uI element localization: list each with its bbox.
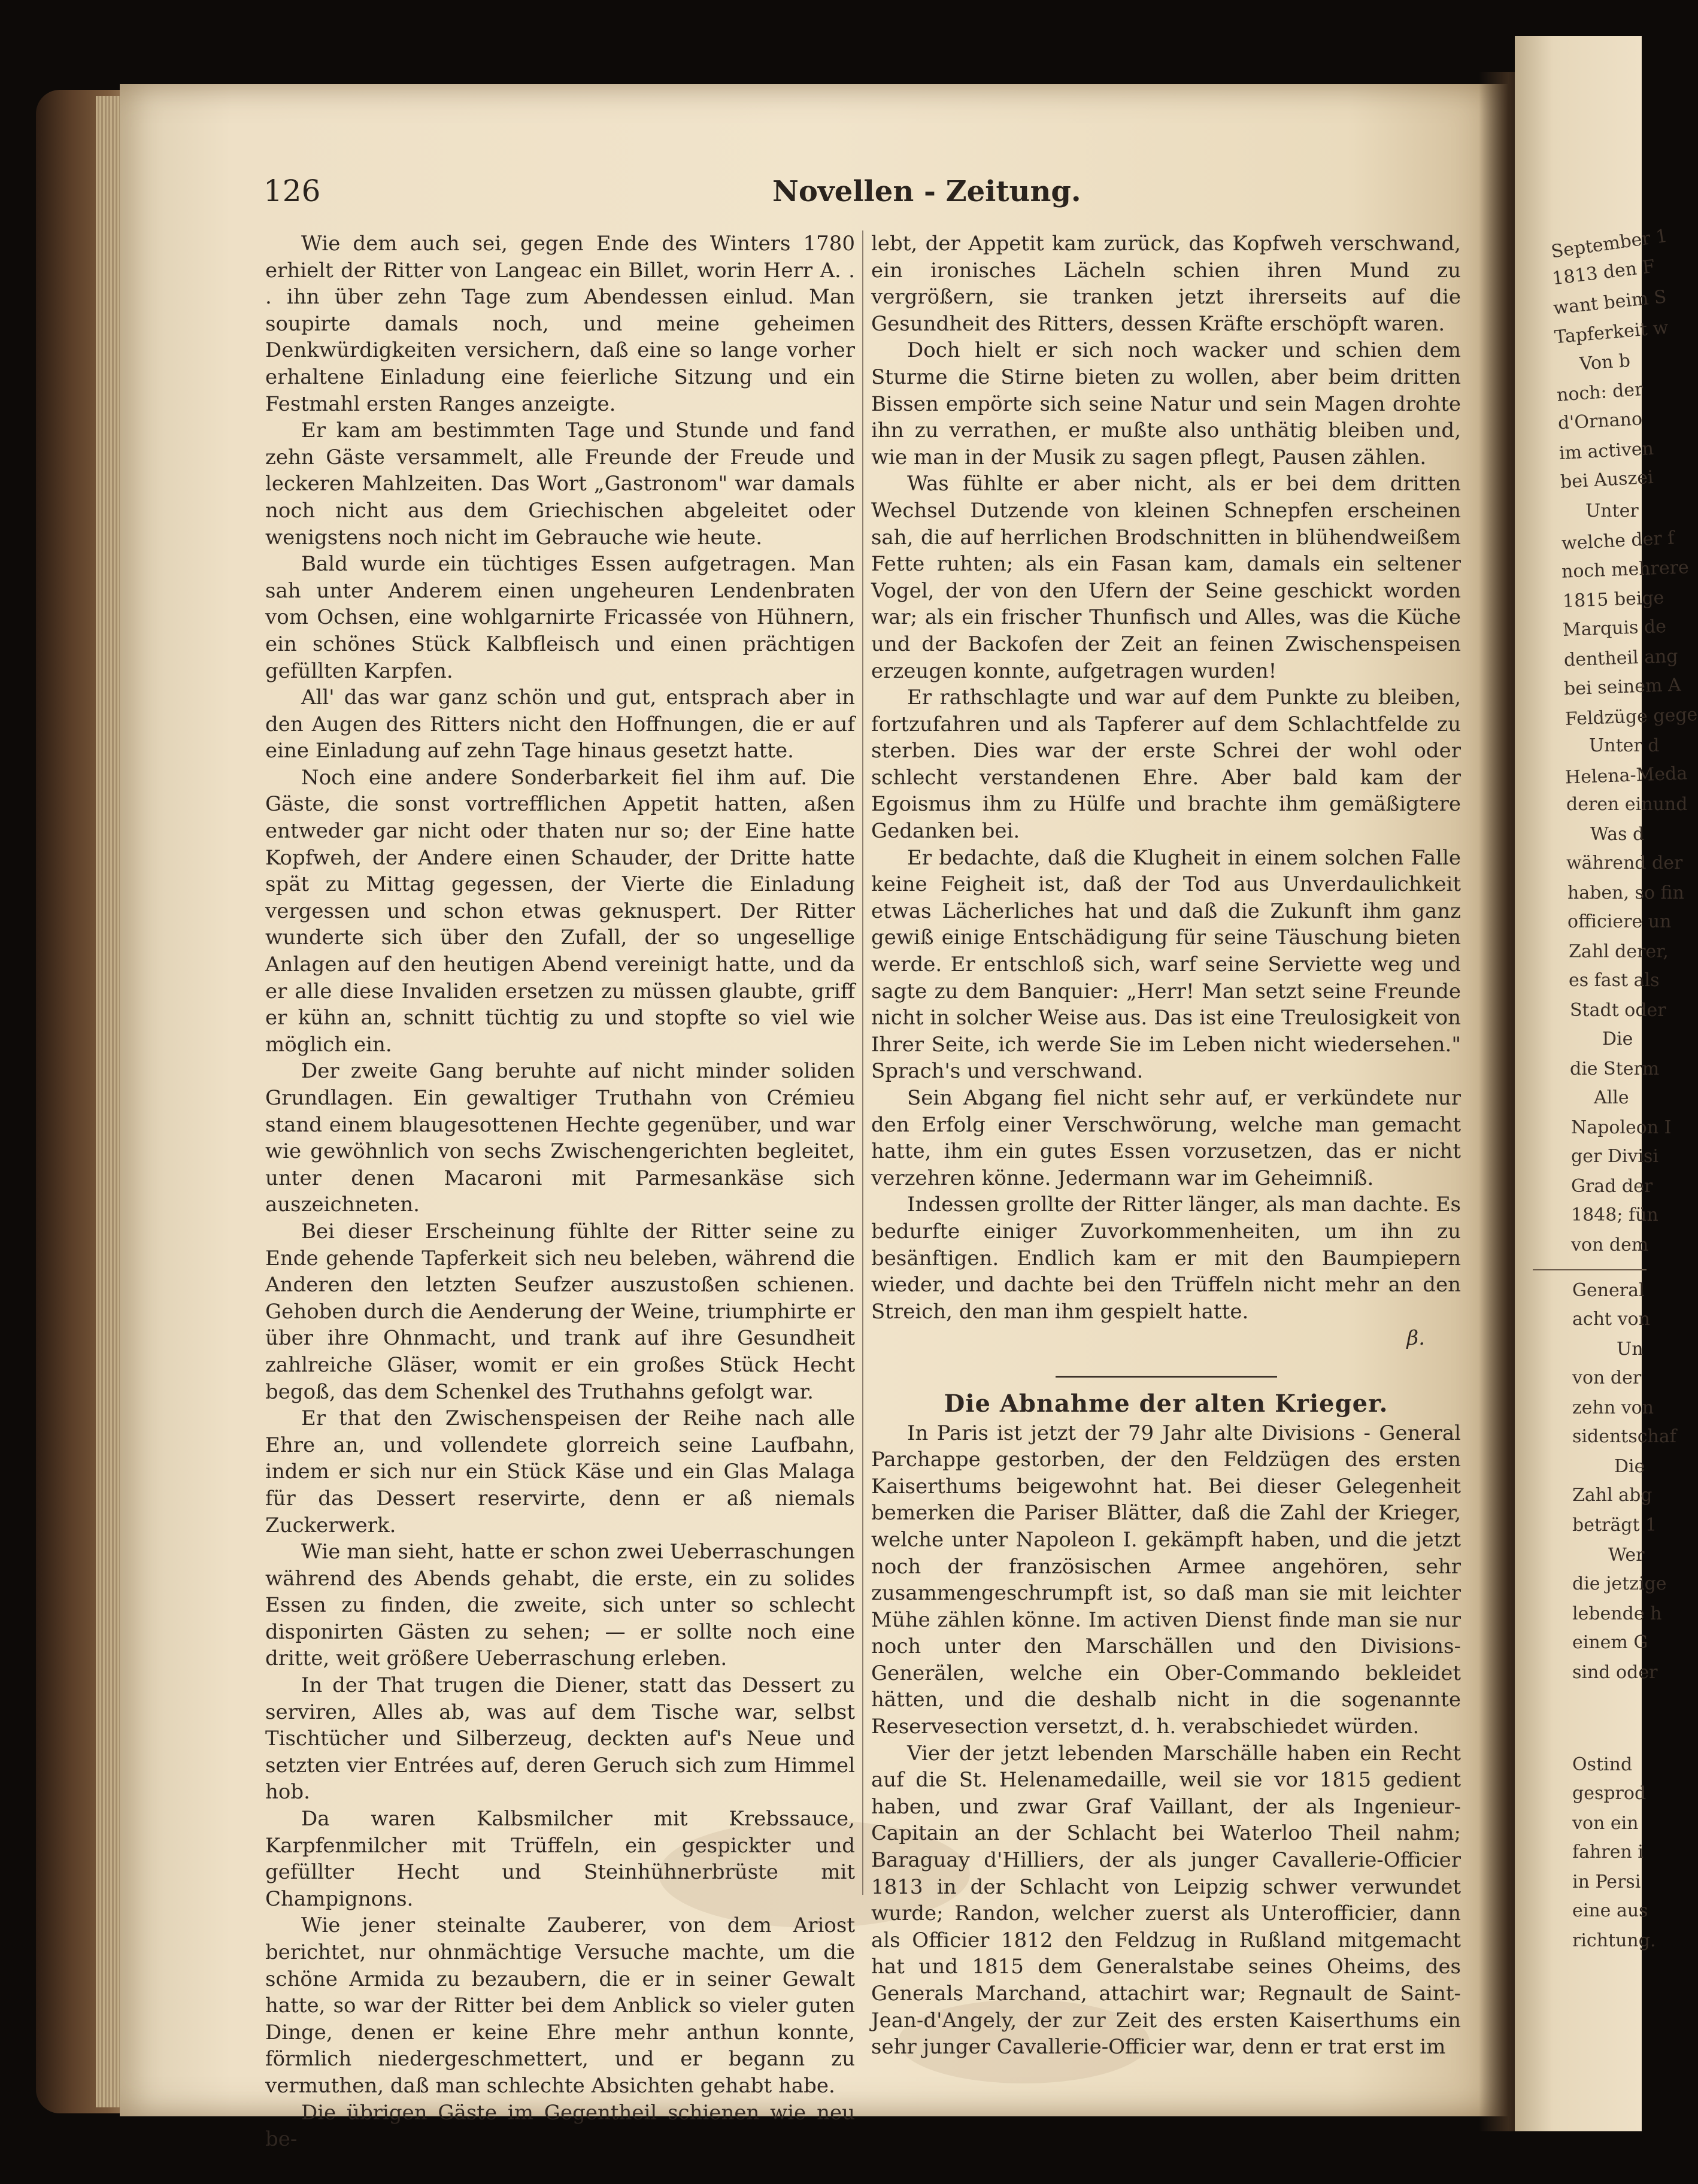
next-page-fragment: want beim S bbox=[1552, 286, 1667, 319]
next-page-fragment: Wer bbox=[1608, 1545, 1645, 1566]
next-page-fragment: Unter bbox=[1585, 500, 1639, 521]
section-divider-rule bbox=[1056, 1376, 1277, 1378]
paragraph: Wie dem auch sei, gegen Ende des Winters 1780 erhielt der Ritter von Langeac ein Billet, worin Herr A. . . ihn über zehn Tage zum Abendessen einlud. Man soupirte damals noch, und meine geheimen Denkwürdigkeiten versichern, daß eine so lange vorher erhaltene Einladung eine feierliche Sitzung und ein Festmahl ersten Ranges anzeigte. bbox=[265, 232, 855, 416]
paragraph: Noch eine andere Sonderbarkeit fiel ihm auf. Die Gäste, die sonst vortrefflichen Appetit hatten, aßen entweder gar nicht oder thaten nur so; der Eine hatte Kopfweh, der Andere einen Schauder, der Dritte hatte spät zu Mittag gegessen, der Vierte die Einladung vergessen und schon etwas geknuspert. Der Ritter wunderte sich über den Zufall, der so ungesellige Anlagen auf den heutigen Abend vereinigt hatte, und da er alle diese Invaliden ersetzen zu müssen glaubte, griff er kühn an, schnitt tüchtig zu und stopfte so viel wie möglich ein. bbox=[265, 765, 855, 1057]
paragraph: Da waren Kalbsmilcher mit Krebssauce, Karpfenmilcher mit Trüffeln, ein gespickter und gefüllter Hecht und Steinhühnerbrüste mit Champignons. bbox=[265, 1807, 855, 1911]
next-page-fragment: Napoleon I bbox=[1571, 1117, 1672, 1138]
next-page-fragment: Alle bbox=[1594, 1087, 1629, 1108]
next-page-fragment: von ein bbox=[1572, 1813, 1639, 1834]
paragraph: lebt, der Appetit kam zurück, das Kopfweh verschwand, ein ironisches Lächeln schien ihren Mund zu vergrößern, sie tranken jetzt ihrerseits auf die Gesundheit des Ritters, dessen Kräfte erschöpft waren. bbox=[871, 232, 1461, 336]
author-signature: β. bbox=[1406, 1326, 1425, 1351]
next-page-fragment: bei Auszei bbox=[1560, 466, 1654, 493]
next-page-fragment: September 1 bbox=[1550, 225, 1669, 263]
next-page-fragment: Die bbox=[1602, 1029, 1633, 1049]
next-page-rule bbox=[1533, 1269, 1647, 1270]
paragraph: Bald wurde ein tüchtiges Essen aufgetragen. Man sah unter Anderem einen ungeheuren Lendenbraten vom Ochsen, eine wohlgarnirte Fricassée von Hühnern, ein schönes Stück Kalbfleisch und einen prächtigen gefüllten Karpfen. bbox=[265, 552, 855, 683]
next-page-fragment: beträgt 1 bbox=[1572, 1515, 1657, 1536]
next-page-fragment: eine aus bbox=[1572, 1900, 1648, 1921]
next-page-fragment: Von b bbox=[1578, 350, 1632, 375]
paragraph: Was fühlte er aber nicht, als er bei dem dritten Wechsel Dutzende von kleinen Schnepfen erscheinen sah, die auf herrlichen Brodschnitten in blühendweißem Fette ruhten; als ein Fasan kam, damals ein seltener Vogel, der von den Ufern der Seine geschickt worden war; als ein frischer Thunfisch und Alles, was die Küche und der Backofen der Zeit an feinen Zwischenspeisen erzeugen konnte, aufgetragen wurden! bbox=[871, 472, 1461, 683]
next-page-fragment: Zahl derer, bbox=[1569, 941, 1669, 962]
next-page-fragment: dentheil ang bbox=[1563, 645, 1679, 671]
next-page-fragment: 1815 beige bbox=[1562, 587, 1664, 612]
next-page-fragment: officiere un bbox=[1567, 911, 1672, 932]
next-page-fragment: einem G bbox=[1572, 1632, 1648, 1653]
next-page-fragment: es fast als bbox=[1569, 970, 1660, 991]
next-page-fragment: während der bbox=[1566, 853, 1683, 873]
paragraph: Doch hielt er sich noch wacker und schien dem Sturme die Stirne bieten zu wollen, aber beim dritten Bissen empörte sich seine Natur und sein Magen drohte ihn zu verrathen, er mußte also unthätig bleiben und, wie man in der Musik zu sagen pflegt, Pausen zählen. bbox=[871, 338, 1461, 469]
section-heading: Die Abnahme der alten Krieger. bbox=[944, 1389, 1388, 1418]
paragraph: All' das war ganz schön und gut, entsprach aber in den Augen des Ritters nicht den Hoffnungen, die er auf eine Einladung auf zehn Tage hinaus gesetzt hatte. bbox=[265, 685, 855, 763]
next-page-fragment: gesprod bbox=[1572, 1783, 1647, 1804]
next-page-fragment: haben, so fin bbox=[1567, 882, 1684, 903]
next-page-fragment: lebende h bbox=[1572, 1603, 1662, 1624]
paragraph: Vier der jetzt lebenden Marschälle haben ein Recht auf die St. Helenamedaille, weil sie vor 1815 gedient haben, und zwar Graf Vaillant, der als Ingenieur-Capitain an der Schlacht bei Waterloo Theil nahm; Baraguay d'Hilliers, der als junger Cavallerie-Officier 1813 in der Schlacht von Leipzig schwer verwundet wurde; Randon, welcher zuerst als Unterofficier, dann als Officier 1812 den Feldzug in Rußland mitgemacht hat und 1815 dem Generalstabe seines Oheims, des Generals Marchand, attachirt war; Regnault de Saint-Jean-d'Angely, der zur Zeit des ersten Kaiserthums ein sehr junger Cavallerie-Officier war, denn er trat erst im bbox=[871, 1741, 1461, 2059]
paragraph: Der zweite Gang beruhte auf nicht minder soliden Grundlagen. Ein gewaltiger Truthahn von Crémieu stand einem blaugesottenen Hechte gegenüber, und war wie gewöhnlich von sechs Zwischengerichten begleitet, unter denen Macaroni mit Parmesankäse sich auszeichneten. bbox=[265, 1059, 855, 1217]
next-page-fragment: Die bbox=[1614, 1456, 1645, 1477]
next-page-fragment: richtung. bbox=[1572, 1930, 1656, 1951]
next-page-fragment: welche der f bbox=[1561, 527, 1675, 554]
next-page-fragment: Feldzüge gege bbox=[1564, 704, 1698, 730]
running-title: Novellen - Zeitung. bbox=[772, 175, 1081, 208]
next-page-fragment: deren einund bbox=[1566, 794, 1688, 815]
next-page-fragment: bei seinem A bbox=[1563, 674, 1682, 700]
next-page-fragment: im activen bbox=[1558, 438, 1654, 465]
next-page-fragment: noch: der bbox=[1556, 379, 1644, 406]
next-page-fragment: sidentschaf bbox=[1572, 1426, 1676, 1447]
next-page-fragment: Tapferkeit w bbox=[1553, 317, 1669, 348]
next-page-fragment: ger Divisi bbox=[1571, 1146, 1659, 1167]
next-page-fragment: von der bbox=[1572, 1367, 1642, 1388]
next-page-fragment: d'Ornano bbox=[1557, 408, 1643, 434]
paragraph: Er bedachte, daß die Klugheit in einem solchen Falle keine Feigheit ist, daß der Tod aus Unverdaulichkeit etwas Lächerliches hat und daß die Zukunft ihm ganz gewiß einige Entschädigung für seine Täuschung bieten werde. Er entschloß sich, warf seine Serviette weg und sagte zu dem Banquier: „Herr! Man setzt seine Freunde nicht in solcher Weise aus. Das ist eine Treulosigkeit von Ihrer Seite, ich werde Sie im Leben nicht wiedersehen." Sprach's und verschwand. bbox=[871, 845, 1461, 1084]
next-page-fragment: Grad der bbox=[1571, 1176, 1653, 1197]
next-page-fragment: zehn von bbox=[1572, 1397, 1654, 1418]
paragraph: Er rathschlagte und war auf dem Punkte zu bleiben, fortzufahren und als Tapferer auf dem Schlachtfelde zu sterben. Dies war der erste Schrei der wohl oder schlecht verstandenen Ehre. Aber bald kam der Egoismus ihm zu Hülfe und brachte ihm gemäßigtere Gedanken bei. bbox=[871, 685, 1461, 844]
next-page-fragment: Marquis de bbox=[1562, 615, 1667, 641]
left-column bbox=[265, 230, 855, 2153]
next-page-fragment: Unter d bbox=[1589, 735, 1660, 756]
page-number: 126 bbox=[263, 174, 321, 208]
next-page-fragment: sind oder bbox=[1572, 1662, 1658, 1683]
paragraph: Er that den Zwischenspeisen der Reihe nach alle Ehre an, und vollendete glorreich seine Laufbahn, indem er sich nur ein Stück Käse und ein Glas Malaga für das Dessert reservirte, denn er aß niemals Zuckerwerk. bbox=[265, 1406, 855, 1537]
next-page-fragment: General bbox=[1572, 1280, 1645, 1301]
next-page-fragment: Un bbox=[1617, 1339, 1644, 1360]
next-page-fragment: von dem bbox=[1571, 1234, 1649, 1255]
paragraph: Er kam am bestimmten Tage und Stunde und fand zehn Gäste versammelt, alle Freunde der Freude und leckeren Mahlzeiten. Das Wort „Gastronom" war damals noch nicht aus dem Griechischen abgeleitet oder wenigstens noch nicht im Gebrauche wie heute. bbox=[265, 418, 855, 550]
next-page-fragment: 1848; fün bbox=[1571, 1205, 1658, 1226]
next-page-fragment: 1813 den F bbox=[1551, 256, 1657, 290]
paragraph: Indessen grollte der Ritter länger, als man dachte. Es bedurfte einiger Zuvorkommenheiten, um ihn zu besänftigen. Endlich kam er mit den Baumpiepern wieder, und dachte bei den Trüffeln nicht mehr an den Streich, den man ihm gespielt hatte. bbox=[871, 1193, 1461, 1324]
paragraph: Sein Abgang fiel nicht sehr auf, er verkündete nur den Erfolg einer Verschwörung, welche man gemacht hatte, ihm ein gutes Essen vorzusetzen, das er nicht verzehren könne. Jedermann war im Geheimniß. bbox=[871, 1086, 1461, 1190]
paragraph: In Paris ist jetzt der 79 Jahr alte Divisions - General Parchappe gestorben, der den Feldzügen des ersten Kaiserthums beigewohnt hat. Bei dieser Gelegenheit bemerken die Pariser Blätter, daß die Zahl der Krieger, welche unter Napoleon I. gekämpft haben, und die jetzt noch der französischen Armee angehören, sehr zusammengeschrumpft ist, so daß man sie mit leichter Mühe zählen könne. Im activen Dienst finde man sie nur noch unter den Marschällen und den Divisions-Generälen, welche ein Ober-Commando bekleidet hätten, und die deshalb nicht in die sogenannte Reservesection versetzt, d. h. verabschiedet würden. bbox=[871, 1421, 1461, 1739]
next-page-fragment: noch mehrere bbox=[1561, 557, 1690, 583]
next-page-fragment: Ostind bbox=[1572, 1754, 1633, 1775]
next-page-fragment: fahren i bbox=[1572, 1842, 1644, 1863]
paragraph: Wie jener steinalte Zauberer, von dem Ariost berichtet, nur ohnmächtige Versuche machte, um die schöne Armida zu bezaubern, die er in seiner Gewalt hatte, so war der Ritter bei dem Anblick so vieler guten Dinge, denen er keine Ehre mehr anthun konnte, förmlich niedergeschmettert, und er begann zu vermuthen, daß man schlechte Absichten gehabt habe. bbox=[265, 1913, 855, 2098]
paragraph: Die übrigen Gäste im Gegentheil schienen wie neu be- bbox=[265, 2100, 855, 2152]
column-divider bbox=[862, 230, 863, 1895]
paragraph: In der That trugen die Diener, statt das Dessert zu serviren, Alles ab, was auf dem Tische war, selbst Tischtücher und Silberzeug, deckten auf's Neue und setzten vier Entrées auf, deren Geruch sich zum Himmel hob. bbox=[265, 1673, 855, 1804]
paragraph: Bei dieser Erscheinung fühlte der Ritter seine zu Ende gehende Tapferkeit sich neu beleben, während die Anderen den letzten Seufzer auszustoßen schienen. Gehoben durch die Aenderung der Weine, triumphirte er über ihre Ohnmacht, und trank auf ihre Gesundheit zahlreiche Gläser, womit er ein großes Stück Hecht begoß, das dem Schenkel des Truthahns gefolgt war. bbox=[265, 1219, 855, 1404]
paragraph: Wie man sieht, hatte er schon zwei Ueberraschungen während des Abends gehabt, die erste, ein zu solides Essen zu finden, die zweite, sich unter so schlecht disponirten Gästen zu sehen; — er sollte noch eine dritte, weit größere Ueberraschung erleben. bbox=[265, 1540, 855, 1671]
next-page-edge bbox=[1515, 36, 1698, 2131]
right-column bbox=[871, 230, 1461, 2061]
next-page-fragment: Stadt oder bbox=[1570, 1000, 1666, 1021]
next-page-fragment: Helena-Meda bbox=[1564, 763, 1688, 788]
next-page-fragment: die jetzige bbox=[1572, 1573, 1667, 1594]
next-page-fragment: acht von bbox=[1572, 1309, 1650, 1330]
next-page-fragment: in Persi bbox=[1572, 1871, 1641, 1892]
next-page-fragment: Was d bbox=[1590, 824, 1645, 845]
next-page-fragment: die Sterm bbox=[1570, 1058, 1660, 1079]
next-page-fragment: Zahl abg bbox=[1572, 1485, 1652, 1506]
